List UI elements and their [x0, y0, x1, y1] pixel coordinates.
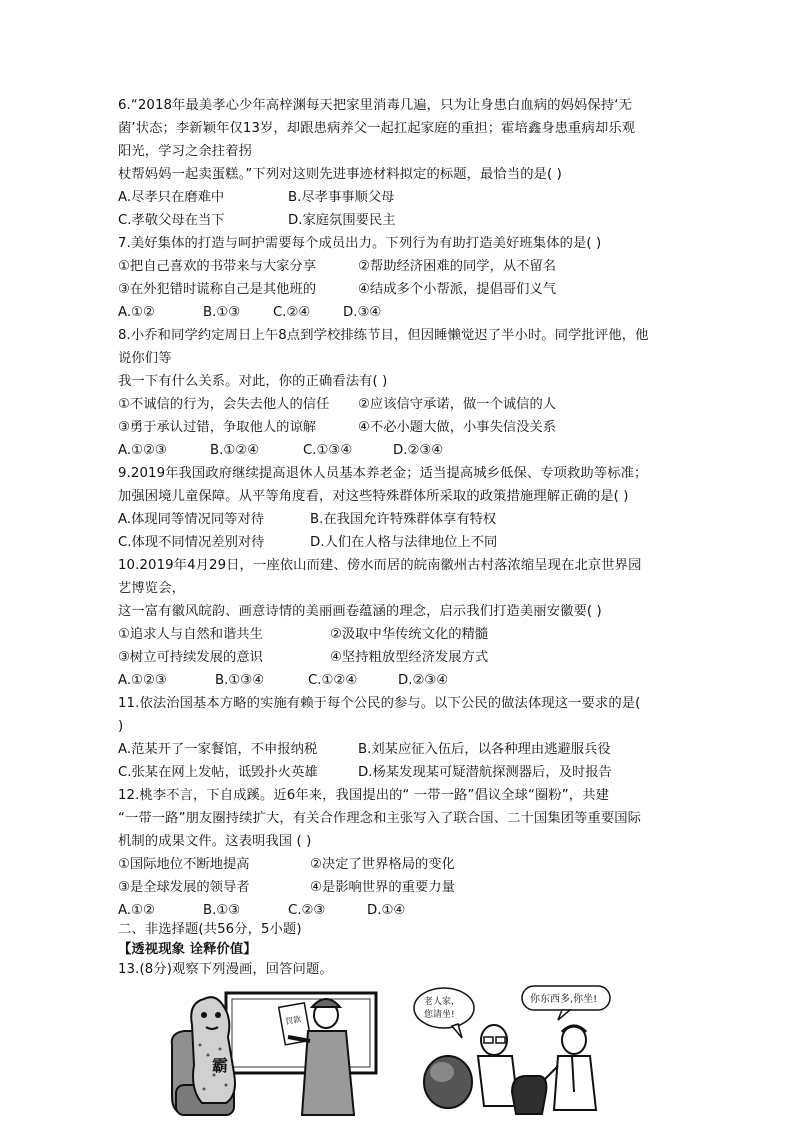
q7-stem: 7.美好集体的打造与呵护需要每个成员出力。下列行为有助打造美好班集体的是( )	[118, 236, 602, 251]
q7-option-d: D.③④	[343, 305, 382, 320]
q11-option-b: B.刘某应征入伍后，以各种理由逃避服兵役	[358, 742, 611, 757]
q12-stem-line-1: 12.桃李不言，下自成蹊。近6年来，我国提出的“ 一带一路”倡议全球“圈粉”，共建	[118, 788, 609, 803]
q7-statement-3: ③在外犯错时谎称自己是其他班的	[118, 282, 317, 297]
q11-stem-line-2: )	[118, 719, 124, 734]
q11-option-c: C.张某在网上发帖，诋毁扑火英雄	[118, 765, 318, 780]
q6-option-c: C.孝敬父母在当下	[118, 213, 225, 228]
q11-option-a: A.范某开了一家餐馆，不申报纳税	[118, 742, 318, 757]
speech-bubble-1-line-2: 您请坐!	[424, 1010, 455, 1020]
q10-option-a: A.①②③	[118, 673, 167, 688]
q8-option-a: A.①②③	[118, 443, 167, 458]
q10-stem-line-2: 艺博览会，	[118, 581, 185, 596]
q8-stem-line-3: 我一下有什么关系。对此，你的正确看法有( )	[118, 374, 388, 389]
q7-statement-2: ②帮助经济困难的同学，从不留名	[358, 259, 557, 274]
speech-bubble-1-line-1: 老人家,	[424, 997, 454, 1007]
q12-option-b: B.①③	[203, 903, 241, 918]
q8-statement-3: ③勇于承认过错，争取他人的谅解	[118, 420, 317, 435]
q12-statement-2: ②决定了世界格局的变化	[310, 857, 455, 872]
q12-option-d: D.①④	[367, 903, 406, 918]
q12-option-a: A.①②	[118, 903, 155, 918]
q6-stem-line-2: 菌’状态；李新颖年仅13岁，却跟患病养父一起扛起家庭的重担；霍培鑫身患重病却乐观	[118, 121, 636, 136]
q8-stem-line-2: 说你们等	[118, 351, 172, 366]
speech-bubble-2: 你东西多,你坐!	[530, 994, 598, 1005]
q10-statement-2: ②汲取中华传统文化的精髓	[330, 627, 489, 642]
q6-option-d: D.家庭氛围要民主	[288, 213, 396, 228]
q8-option-b: B.①②④	[210, 443, 260, 458]
q8-option-d: D.②③④	[393, 443, 444, 458]
q12-statement-1: ①国际地位不断地提高	[118, 857, 250, 872]
q6-stem-line-4: 杖帮妈妈一起卖蛋糕。”下列对这则先进事迹材料拟定的标题，最恰当的是( )	[118, 167, 562, 182]
q13-stem: 13.(8分)观察下列漫画，回答问题。	[118, 962, 333, 977]
q9-option-b: B.在我国允许特殊群体享有特权	[310, 512, 497, 527]
q11-stem-line-1: 11.依法治国基本方略的实施有赖于每个公民的参与。以下公民的做法体现这一要求的是(	[118, 696, 641, 711]
q10-option-d: D.②③④	[398, 673, 449, 688]
q10-statement-3: ③树立可持续发展的意识	[118, 650, 263, 665]
q6-stem-line-3: 阳光，学习之余拄着拐	[118, 144, 252, 159]
q6-option-b: B.尽孝事事顺父母	[288, 190, 395, 205]
q6-option-a: A.尽孝只在磨难中	[118, 190, 225, 205]
q8-option-c: C.①③④	[303, 443, 353, 458]
cartoon-bully-fine	[168, 985, 383, 1120]
q7-option-b: B.①③	[203, 305, 241, 320]
q10-stem-line-3: 这一富有徽风皖韵、画意诗情的美丽画卷蕴涵的理念，启示我们打造美丽安徽要( )	[118, 604, 602, 619]
q7-statement-4: ④结成多个小帮派，提倡哥们义气	[358, 282, 557, 297]
q10-stem-line-1: 10.2019年4月29日，一座依山而建、傍水而居的皖南徽州古村落浓缩呈现在北京世界园	[118, 558, 642, 573]
q7-option-c: C.②④	[273, 305, 311, 320]
q10-option-c: C.①②④	[308, 673, 358, 688]
q12-statement-3: ③是全球发展的领导者	[118, 880, 250, 895]
q8-statement-2: ②应该信守承诺，做一个诚信的人	[358, 397, 557, 412]
q8-statement-4: ④不必小题大做，小事失信没关系	[358, 420, 557, 435]
q7-option-a: A.①②	[118, 305, 155, 320]
q7-statement-1: ①把自己喜欢的书带来与大家分享	[118, 259, 317, 274]
q10-option-b: B.①③④	[215, 673, 265, 688]
q12-option-c: C.②③	[288, 903, 326, 918]
section-2-title: 二、非选择题(共56分，5小题)	[118, 922, 302, 937]
q9-option-c: C.体现不同情况差别对待	[118, 535, 265, 550]
q12-stem-line-2: “一带一路”朋友圈持续扩大，有关合作理念和主张写入了联合国、二十国集团等重要国际	[118, 811, 642, 826]
q8-statement-1: ①不诚信的行为，会失去他人的信任	[118, 397, 330, 412]
q8-stem-line-1: 8.小乔和同学约定周日上午8点到学校排练节目，但因睡懒觉迟了半小时。同学批评他，他	[118, 328, 649, 343]
q9-option-d: D.人们在人格与法律地位上不同	[310, 535, 498, 550]
cartoon-offer-seat	[412, 982, 612, 1120]
q9-stem-line-2: 加强困境儿童保障。从平等角度看，对这些特殊群体所采取的政策措施理解正确的是( )	[118, 489, 629, 504]
section-2-subtitle: 【透视现象 诠释价值】	[118, 942, 257, 957]
q6-stem-line-1: 6.“2018年最美孝心少年高梓渊每天把家里消毒几遍，只为让身患白血病的妈妈保持‘无	[118, 98, 632, 113]
q11-option-d: D.杨某发现某可疑潜航探测器后，及时报告	[358, 765, 612, 780]
q9-stem-line-1: 9.2019年我国政府继续提高退休人员基本养老金；适当提高城乡低保、专项救助等标准；	[118, 466, 648, 481]
q10-statement-4: ④坚持粗放型经济发展方式	[330, 650, 489, 665]
q10-statement-1: ①追求人与自然和谐共生	[118, 627, 263, 642]
q12-statement-4: ④是影响世界的重要力量	[310, 880, 455, 895]
q12-stem-line-3: 机制的成果文件。这表明我国 ( )	[118, 834, 312, 849]
bully-badge-text: 霸	[212, 1056, 229, 1075]
fine-notice-text: 罚款	[284, 1014, 302, 1027]
q9-option-a: A.体现同等情况同等对待	[118, 512, 265, 527]
